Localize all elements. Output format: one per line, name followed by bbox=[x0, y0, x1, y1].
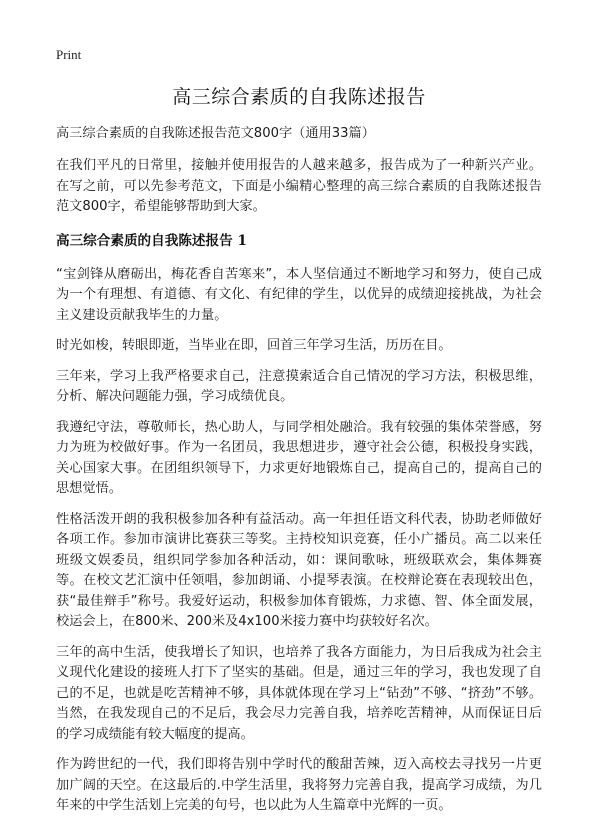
body-paragraph: 三年来，学习上我严格要求自己，注意摸索适合自己情况的学习方法，积极思维，分析、解决问题能力强，学习成绩优良。 bbox=[56, 368, 542, 404]
section-heading: 高三综合素质的自我陈述报告 1 bbox=[56, 232, 247, 249]
page-title: 高三综合素质的自我陈述报告 bbox=[172, 86, 426, 108]
body-paragraph: 时光如梭，转眼即逝，当毕业在即，回首三年学习生活，历历在目。 bbox=[56, 338, 452, 353]
body-paragraph: 作为跨世纪的一代，我们即将告别中学时代的酸甜苦辣，迈入高校去寻找另一片更加广阔的天空。在这最后的.中学生活里，我将努力完善自我，提高学习成绩，为几年来的中学生活划上完美的句号，也以此为人生篇章中光辉的一页。 bbox=[56, 757, 542, 813]
document-subtitle: 高三综合素质的自我陈述报告范文800字（通用33篇） bbox=[56, 126, 375, 141]
body-paragraph: 三年的高中生活，使我增长了知识，也培养了我各方面能力，为日后我成为社会主义现代化建设的接班人打下了坚实的基础。但是，通过三年的学习，我也发现了自己的不足，也就是吃苦精神不够，具体就体现在学习上“钻劲”不够、“挤劲”不够。当然，在我发现自己的不足后，我会尽力完善自我，培养吃苦精神，从而保证日后的学习成绩能有较大幅度的提高。 bbox=[56, 644, 542, 742]
intro-paragraph: 在我们平凡的日常里，接触并使用报告的人越来越多，报告成为了一种新兴产业。在写之前，可以先参考范文，下面是小编精心整理的高三综合素质的自我陈述报告范文800字，希望能够帮助到大家。 bbox=[56, 158, 542, 214]
body-paragraph: 我遵纪守法，尊敬师长，热心助人，与同学相处融洽。我有较强的集体荣誉感，努力为班为校做好事。作为一名团员，我思想进步，遵守社会公德，积极投身实践，关心国家大事。在团组织领导下，力求更好地锻炼自己，提高自己的，提高自己的思想觉悟。 bbox=[56, 419, 542, 496]
print-link[interactable]: Print bbox=[56, 47, 82, 62]
body-paragraph: 性格活泼开朗的我积极参加各种有益活动。高一年担任语文科代表，协助老师做好各项工作。参加市演讲比赛获三等奖。主持校知识竞赛，任小广播员。高二以来任班级文娱委员，组织同学参加各种活动，如：课间歌咏，班级联欢会，集体舞赛等。在校文艺汇演中任领唱，参加朗诵、小提琴表演。在校辩论赛在表现较出色，获“最佳辩手”称号。我爱好运动，积极参加体育锻炼，力求德、智、体全面发展，校运会上，在800米、200米及4x100米接力赛中均获较好名次。 bbox=[56, 511, 542, 629]
body-paragraph: “宝剑锋从磨砺出，梅花香自苦寒来”，本人坚信通过不断地学习和努力，使自己成为一个有理想、有道德、有文化、有纪律的学生，以优异的成绩迎接挑战，为社会主义建设贡献我毕生的力量。 bbox=[56, 266, 542, 323]
